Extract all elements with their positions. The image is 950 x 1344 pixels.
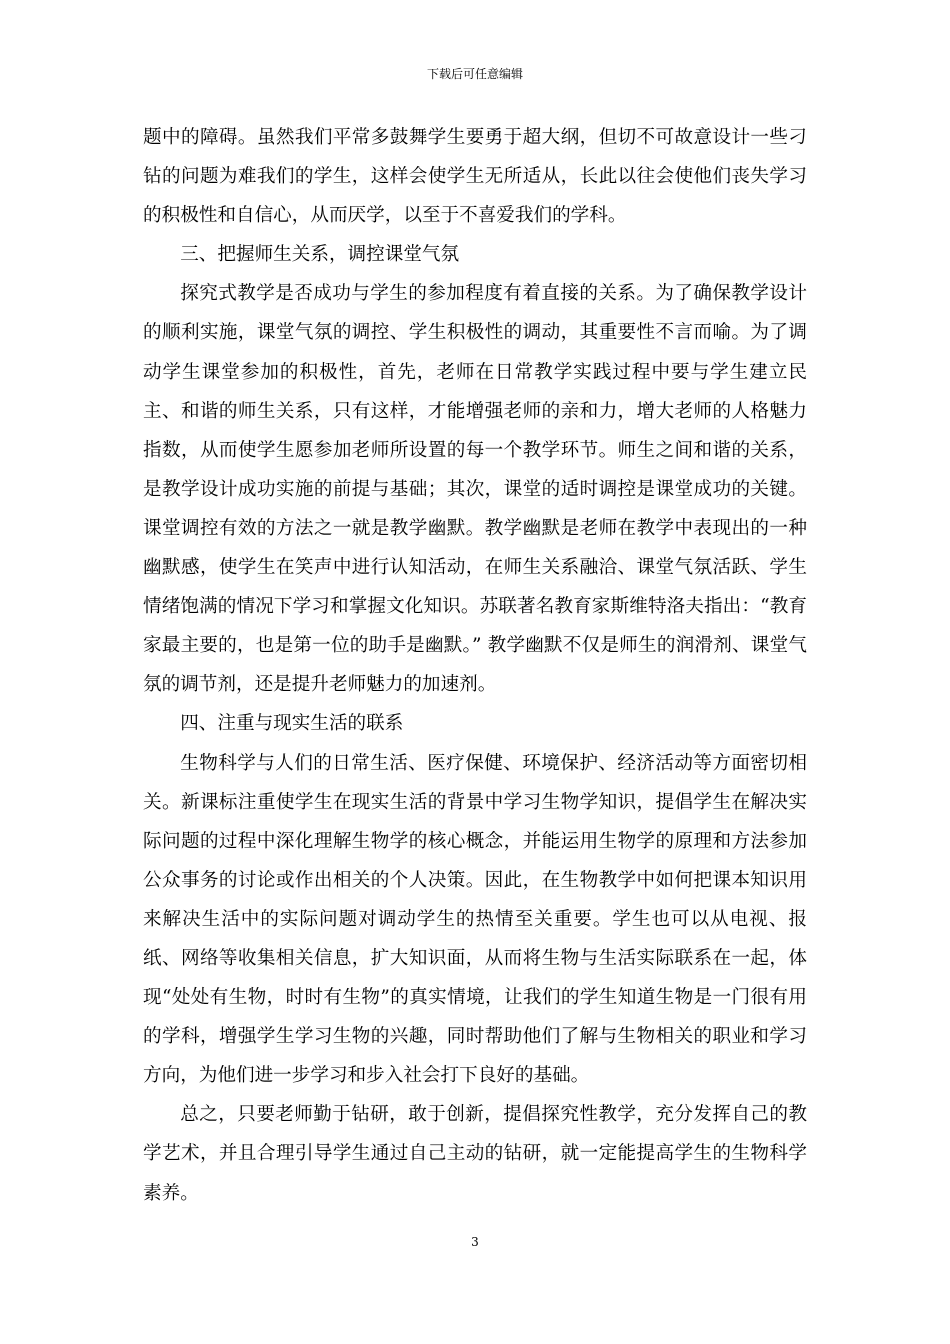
document-body xyxy=(143,118,807,1213)
paragraph-classroom-atmosphere: 探究式教学是否成功与学生的参加程度有着直接的关系。为了确保教学设计的顺利实施，课堂气氛的调控、学生积极性的调动，其重要性不言而喻。为了调动学生课堂参加的积极性，首先，老师在日常教学实践过程中要与学生建立民主、和谐的师生关系，只有这样，才能增强老师的亲和力，增大老师的人格魅力指数，从而使学生愿参加老师所设置的每一个教学环节。师生之间和谐的关系，是教学设计成功实施的前提与基础；其次，课堂的适时调控是课堂成功的关键。课堂调控有效的方法之一就是教学幽默。教学幽默是老师在教学中表现出的一种幽默感，使学生在笑声中进行认知活动，在师生关系融洽、课堂气氛活跃、学生情绪饱满的情况下学习和掌握文化知识。苏联著名教育家斯维特洛夫指出：“教育家最主要的，也是第一位的助手是幽默。” 教学幽默不仅是师生的润滑剂、课堂气氛的调节剂，还是提升老师魅力的加速剂。 xyxy=(143,283,807,696)
paragraph-continuation: 题中的障碍。虽然我们平常多鼓舞学生要勇于超大纲，但切不可故意设计一些刁钻的问题为难我们的学生，这样会使学生无所适从，长此以往会使他们丧失学习的积极性和自信心，从而厌学，以至于不喜爱我们的学科。 xyxy=(143,127,807,227)
section-heading-3: 三、把握师生关系，调控课堂气氛 xyxy=(180,244,460,266)
page-number: 3 xyxy=(471,1235,479,1249)
paragraph-conclusion: 总之，只要老师勤于钻研，敢于创新，提倡探究性教学，充分发挥自己的教学艺术，并且合理引导学生通过自己主动的钻研，就一定能提高学生的生物科学素养。 xyxy=(143,1104,807,1204)
page-header-note: 下载后可任意编辑 xyxy=(426,67,523,81)
section-heading-4: 四、注重与现实生活的联系 xyxy=(180,713,404,735)
paragraph-real-life: 生物科学与人们的日常生活、医疗保健、环境保护、经济活动等方面密切相关。新课标注重使学生在现实生活的背景中学习生物学知识，提倡学生在解决实际问题的过程中深化理解生物学的核心概念，并能运用生物学的原理和方法参加公众事务的讨论或作出相关的个人决策。因此，在生物教学中如何把课本知识用来解决生活中的实际问题对调动学生的热情至关重要。学生也可以从电视、报纸、网络等收集相关信息，扩大知识面，从而将生物与生活实际联系在一起，体现“处处有生物，时时有生物”的真实情境，让我们的学生知道生物是一门很有用的学科，增强学生学习生物的兴趣，同时帮助他们了解与生物相关的职业和学习方向，为他们进一步学习和步入社会打下良好的基础。 xyxy=(143,752,807,1087)
